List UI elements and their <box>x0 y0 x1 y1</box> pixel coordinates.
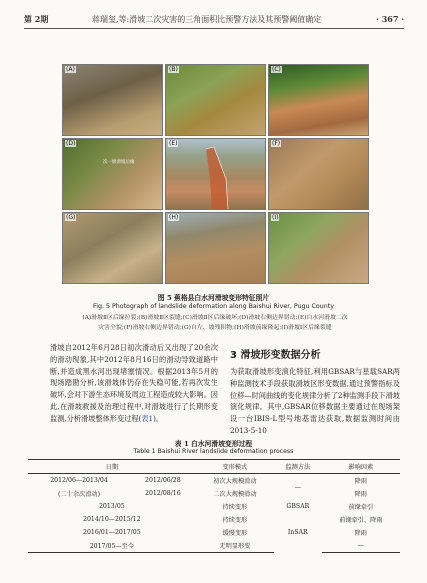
cell-date: 2017/05—至今 <box>28 539 196 553</box>
cell-factor: 前缘牵引、降雨 <box>339 517 383 524</box>
cell-date: 2012/08/16 <box>145 490 181 497</box>
issue-number: 第 2期 <box>24 14 49 24</box>
photo-i <box>268 212 369 284</box>
table-row <box>28 513 400 526</box>
table-row <box>28 500 400 513</box>
page-number: · 367 · <box>376 14 404 24</box>
photo-label: (E) <box>169 140 178 147</box>
photo-label: (D) <box>66 140 76 147</box>
cell-method: InSAR <box>287 529 308 537</box>
table-header-row <box>28 460 400 474</box>
cell-mode: 缓慢变形 <box>222 530 248 537</box>
photo-label: (H) <box>169 214 179 221</box>
section-heading: 3 滑坡形变数据分析 <box>230 350 321 361</box>
cell-mode: 持续变形 <box>222 504 248 511</box>
cell-mode: 初次大规模滑动 <box>213 478 257 485</box>
cell-mode: 无明显形变 <box>196 539 274 553</box>
photo-label: (F) <box>272 140 281 147</box>
photo-c <box>268 64 369 136</box>
deformation-table <box>28 459 400 553</box>
table-row <box>28 526 400 539</box>
table-caption-en: Table 1 Baishui River landslide deformation process <box>133 448 294 455</box>
figure-note-line: (A)滑坡Ⅱ区后缘拉裂;(B)滑坡Ⅱ区裂缝;(C)滑坡Ⅱ区后缘破坏;(D)滑坡右侧边界错动;(E)白水河滑坡二次 <box>82 315 348 321</box>
cell-date: 2013/05 <box>98 503 125 510</box>
table-row <box>28 539 400 553</box>
photo-annotation: 次一级滑坡后缘 <box>103 160 135 165</box>
cell-factor: — <box>322 539 400 553</box>
left-column <box>50 342 218 425</box>
cell-factor: 前缘牵引 <box>348 504 374 511</box>
figure-caption-cn: 图 5 蕉格县白水河滑坡变形特征照片 <box>157 294 270 302</box>
running-title: 蒋瑞玺,等:滑坡二次灾害的三角面积比预警方法及其预警阈值确定 <box>92 15 322 24</box>
cell-mode: 持续变形 <box>222 517 248 524</box>
photo-g <box>62 212 163 284</box>
cell-date: 2014/10—2015/12 <box>83 516 141 523</box>
cell-method: GBSAR <box>286 503 310 510</box>
figure-caption-en: Fig. 5 Photograph of landslide deformation along Baishui River, Pugu County <box>93 303 334 310</box>
cell-method: — <box>294 483 301 491</box>
figure-note-line: 灾害全貌;(F)滑坡右侧边界错动;(G)自左、坡残积物;(H)滑坡前缘隆起;(I)滑坡Ⅰ区后缘裂缝 <box>98 324 332 331</box>
cell-date: 2012/06/28 <box>145 477 181 484</box>
photo-d <box>62 138 163 210</box>
cell-factor: 降雨 <box>354 491 367 498</box>
photo-f <box>268 138 369 210</box>
cell-date-range: (二十余次滑动) <box>58 491 100 498</box>
right-column <box>230 342 400 437</box>
body-paragraph-end: )。 <box>153 413 164 423</box>
body-paragraph: 滑坡自2012年6月28日初次滑动后又出现了20余次的滑动现象,其中2012年8月16日的滑动导致道路中断,并造成黑水河出现堵塞情况。根据2013年5月的现场踏勘分析,该滑坡体仍存在失稳可能,若再次发生破坏,会对下游生态环境及周边工程造成较大影响。因此,在滑坡救援及治理过程中,对滑坡进行了长期形变监测,分析滑坡整体形变过程( <box>50 343 218 423</box>
photo-b <box>165 64 266 136</box>
section-paragraph: 为获取滑坡形变演化特征,利用GBSAR与星载SAR两种监测技术手段获取滑坡区形变数据,通过预警指标及位移—时间曲线的变化规律分析了2种监测手段下滑坡演化规律。其中,GBSAR位移数据主要通过在现场架设一台IBIS-L型号地基雷达获取,数据监测时间由2013-5-10 <box>230 367 400 435</box>
running-header <box>24 14 404 29</box>
header-date: 日期 <box>28 460 196 474</box>
header-method: 监测方法 <box>274 460 322 474</box>
photo-label: (C) <box>272 66 281 73</box>
table-caption-cn: 表 1 白水河滑坡变形过程 <box>174 440 253 448</box>
photo-label: (I) <box>272 214 279 221</box>
table-reference-link[interactable]: 表1 <box>141 413 154 423</box>
landslide-outline <box>166 139 265 209</box>
photo-a <box>62 64 163 136</box>
cell-factor: 降雨 <box>354 478 367 485</box>
photo-label: (B) <box>169 66 178 73</box>
photo-e <box>165 138 266 210</box>
photo-label: (G) <box>66 214 76 221</box>
photo-h <box>165 212 266 284</box>
table-row <box>28 474 400 488</box>
cell-factor: 降雨 <box>354 530 367 537</box>
cell-date: 2016/01—2017/05 <box>83 529 141 536</box>
table-row <box>28 487 400 500</box>
photo-label: (A) <box>66 66 75 73</box>
figure-notes <box>62 314 368 333</box>
header-factor: 影响因素 <box>322 460 400 474</box>
cell-mode: 二次大规模滑动 <box>213 491 257 498</box>
cell-date-range: 2012/06—2013/04 <box>50 477 108 484</box>
header-mode: 变形模式 <box>196 460 274 474</box>
